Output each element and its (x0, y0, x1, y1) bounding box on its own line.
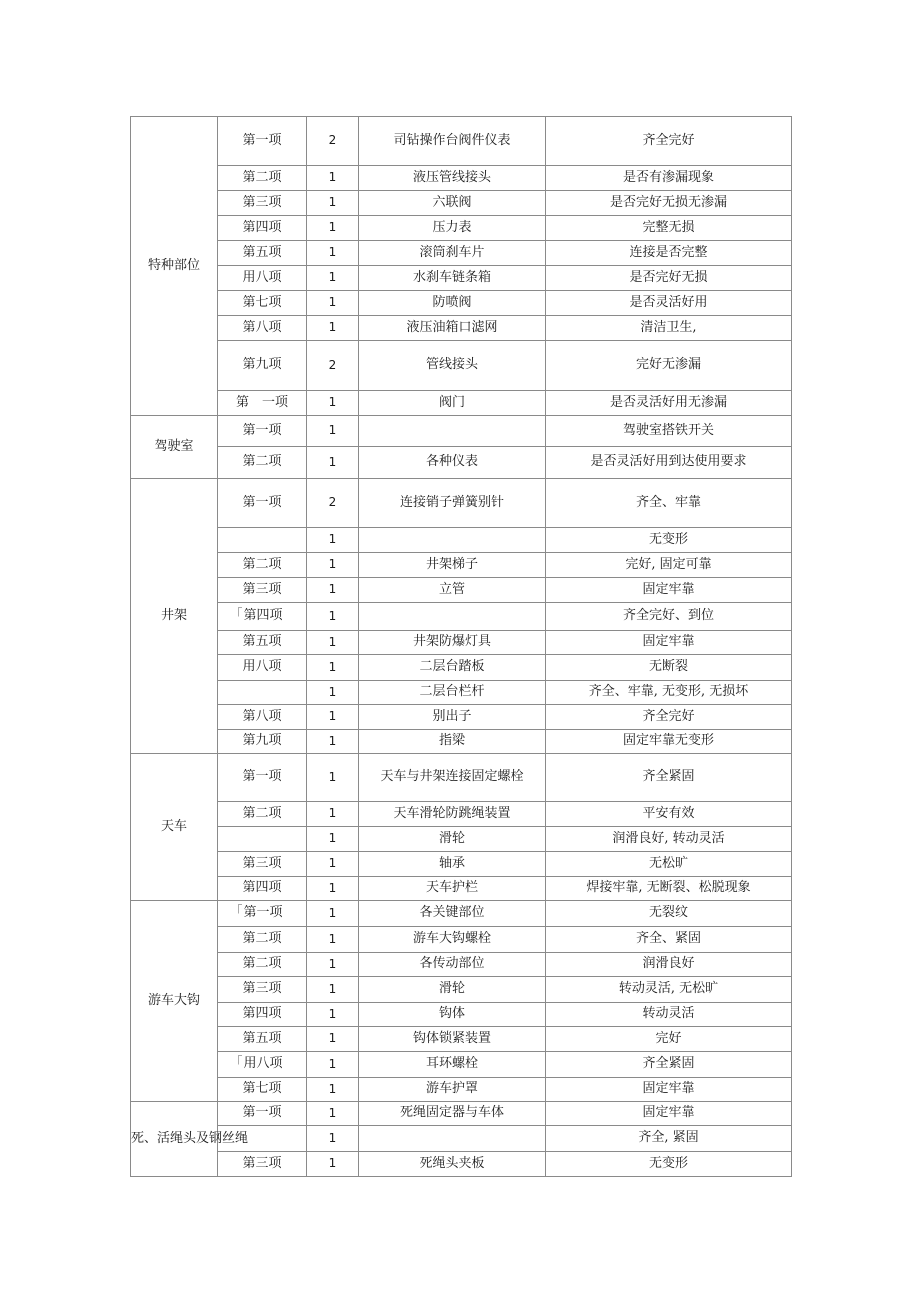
part-cell: 滑轮 (359, 977, 546, 1003)
quantity-cell: 1 (307, 754, 359, 802)
table-row (131, 553, 792, 578)
quantity-cell: 1 (307, 1102, 359, 1126)
part-cell: 滚筒刹车片 (359, 241, 546, 266)
part-cell: 天车护栏 (359, 877, 546, 901)
requirement-cell: 完好, 固定可靠 (546, 553, 792, 578)
quantity-cell: 1 (307, 877, 359, 901)
part-cell: 天车与井架连接固定螺栓 (359, 754, 546, 802)
table-row (131, 977, 792, 1003)
item-cell: 第一项 (218, 117, 307, 166)
table-row (131, 655, 792, 681)
item-cell: 第一项 (218, 1102, 307, 1126)
item-cell: 第九项 (218, 730, 307, 754)
part-cell (359, 1126, 546, 1152)
table-row (131, 528, 792, 553)
part-cell: 游车护罩 (359, 1078, 546, 1102)
table-row (131, 1003, 792, 1027)
requirement-cell: 转动灵活 (546, 1003, 792, 1027)
quantity-cell: 1 (307, 603, 359, 631)
table-row (131, 877, 792, 901)
category-cell: 特种部位 (131, 117, 218, 416)
requirement-cell: 是否完好无损无渗漏 (546, 191, 792, 216)
bracket-mark: 「 (229, 1056, 243, 1072)
quantity-cell: 1 (307, 705, 359, 730)
part-cell: 压力表 (359, 216, 546, 241)
requirement-cell: 平安有效 (546, 802, 792, 827)
item-cell: 「第四项 (218, 603, 307, 631)
category-cell: 驾驶室 (131, 416, 218, 479)
requirement-cell: 齐全完好 (546, 705, 792, 730)
quantity-cell: 1 (307, 901, 359, 927)
table-row (131, 191, 792, 216)
part-cell: 钩体锁紧装置 (359, 1027, 546, 1052)
item-cell: 第三项 (218, 977, 307, 1003)
part-cell: 液压油箱口滤网 (359, 316, 546, 341)
quantity-cell: 1 (307, 730, 359, 754)
part-cell (359, 603, 546, 631)
requirement-cell: 是否灵活好用无渗漏 (546, 391, 792, 416)
item-cell: 第一项 (218, 416, 307, 447)
item-cell: 「用八项 (218, 1052, 307, 1078)
requirement-cell: 清洁卫生, (546, 316, 792, 341)
item-cell: 第四项 (218, 216, 307, 241)
requirement-cell: 固定牢靠 (546, 1078, 792, 1102)
requirement-cell: 润滑良好 (546, 953, 792, 977)
item-cell: 第五项 (218, 631, 307, 655)
table-row (131, 241, 792, 266)
requirement-cell: 是否灵活好用 (546, 291, 792, 316)
quantity-cell: 1 (307, 1052, 359, 1078)
requirement-cell: 无裂纹 (546, 901, 792, 927)
requirement-cell: 固定牢靠 (546, 1102, 792, 1126)
part-cell: 别出子 (359, 705, 546, 730)
part-cell: 指梁 (359, 730, 546, 754)
item-cell: 第四项 (218, 1003, 307, 1027)
quantity-cell: 2 (307, 341, 359, 391)
part-cell: 水刹车链条箱 (359, 266, 546, 291)
requirement-cell: 齐全、牢靠 (546, 479, 792, 528)
item-cell: 第三项 (218, 578, 307, 603)
requirement-cell: 固定牢靠 (546, 578, 792, 603)
item-cell: 第五项 (218, 241, 307, 266)
quantity-cell: 1 (307, 416, 359, 447)
requirement-cell: 是否完好无损 (546, 266, 792, 291)
part-cell: 六联阀 (359, 191, 546, 216)
table-row (131, 479, 792, 528)
requirement-cell: 驾驶室搭铁开关 (546, 416, 792, 447)
quantity-cell: 1 (307, 852, 359, 877)
requirement-cell: 齐全完好 (546, 117, 792, 166)
item-cell: 第二项 (218, 953, 307, 977)
item-cell (218, 681, 307, 705)
requirement-cell: 无断裂 (546, 655, 792, 681)
part-cell: 滑轮 (359, 827, 546, 852)
bracket-mark: 「 (229, 608, 243, 624)
item-cell: 第四项 (218, 877, 307, 901)
quantity-cell: 1 (307, 1152, 359, 1177)
requirement-cell: 无变形 (546, 1152, 792, 1177)
item-cell (218, 528, 307, 553)
requirement-cell: 连接是否完整 (546, 241, 792, 266)
item-cell: 第八项 (218, 705, 307, 730)
part-cell: 二层台栏杆 (359, 681, 546, 705)
part-cell (359, 528, 546, 553)
quantity-cell: 2 (307, 117, 359, 166)
table-row (131, 927, 792, 953)
part-cell: 各种仪表 (359, 447, 546, 479)
requirement-cell: 完好无渗漏 (546, 341, 792, 391)
part-cell: 死绳头夹板 (359, 1152, 546, 1177)
quantity-cell: 1 (307, 953, 359, 977)
quantity-cell: 1 (307, 316, 359, 341)
item-cell: 第三项 (218, 852, 307, 877)
item-cell: 「第一项 (218, 901, 307, 927)
category-cell: 井架 (131, 479, 218, 754)
table-row (131, 631, 792, 655)
quantity-cell: 1 (307, 1003, 359, 1027)
item-cell: 第五项 (218, 1027, 307, 1052)
table-row (131, 447, 792, 479)
quantity-cell: 1 (307, 447, 359, 479)
requirement-cell: 焊接牢靠, 无断裂、松脱现象 (546, 877, 792, 901)
quantity-cell: 1 (307, 553, 359, 578)
quantity-cell: 1 (307, 977, 359, 1003)
part-cell: 钩体 (359, 1003, 546, 1027)
quantity-cell: 1 (307, 655, 359, 681)
table-row (131, 166, 792, 191)
quantity-cell: 1 (307, 681, 359, 705)
requirement-cell: 齐全、紧固 (546, 927, 792, 953)
item-cell: 第二项 (218, 802, 307, 827)
table-row (131, 953, 792, 977)
item-cell: 第三项 (218, 1152, 307, 1177)
requirement-cell: 转动灵活, 无松旷 (546, 977, 792, 1003)
table-row (131, 1102, 792, 1126)
quantity-cell: 1 (307, 241, 359, 266)
table-row (131, 578, 792, 603)
part-cell: 防喷阀 (359, 291, 546, 316)
table-row (131, 216, 792, 241)
part-cell: 各关键部位 (359, 901, 546, 927)
part-cell: 连接销子弹簧别针 (359, 479, 546, 528)
item-cell: 第二项 (218, 166, 307, 191)
table-row (131, 681, 792, 705)
table-row (131, 1078, 792, 1102)
item-cell: 第三项 (218, 191, 307, 216)
bracket-mark: 「 (229, 905, 243, 921)
table-row (131, 117, 792, 166)
table-row (131, 416, 792, 447)
table-row (131, 705, 792, 730)
quantity-cell: 1 (307, 578, 359, 603)
item-cell: 第 一项 (218, 391, 307, 416)
part-cell: 游车大钩螺栓 (359, 927, 546, 953)
part-cell: 液压管线接头 (359, 166, 546, 191)
item-cell: 第二项 (218, 447, 307, 479)
quantity-cell: 1 (307, 1027, 359, 1052)
table-row (131, 1152, 792, 1177)
item-cell: 第七项 (218, 1078, 307, 1102)
table-row (131, 730, 792, 754)
item-cell: 用八项 (218, 266, 307, 291)
item-cell: 第七项 (218, 291, 307, 316)
requirement-cell: 无变形 (546, 528, 792, 553)
table-row (131, 1027, 792, 1052)
table-row (131, 316, 792, 341)
table-row (131, 341, 792, 391)
requirement-cell: 完好 (546, 1027, 792, 1052)
table-row (131, 802, 792, 827)
category-cell: 死、活绳头及钢丝绳 (131, 1102, 218, 1177)
quantity-cell: 1 (307, 216, 359, 241)
item-cell: 用八项 (218, 655, 307, 681)
requirement-cell: 固定牢靠 (546, 631, 792, 655)
part-cell: 各传动部位 (359, 953, 546, 977)
table-row (131, 266, 792, 291)
item-cell: 第二项 (218, 553, 307, 578)
table-row (131, 603, 792, 631)
table-row (131, 754, 792, 802)
requirement-cell: 无松旷 (546, 852, 792, 877)
quantity-cell: 1 (307, 528, 359, 553)
quantity-cell: 1 (307, 291, 359, 316)
requirement-cell: 润滑良好, 转动灵活 (546, 827, 792, 852)
item-cell: 第一项 (218, 754, 307, 802)
requirement-cell: 齐全、牢靠, 无变形, 无损坏 (546, 681, 792, 705)
category-cell: 天车 (131, 754, 218, 901)
table-row (131, 827, 792, 852)
part-cell: 轴承 (359, 852, 546, 877)
part-cell: 立管 (359, 578, 546, 603)
requirement-cell: 是否灵活好用到达使用要求 (546, 447, 792, 479)
quantity-cell: 1 (307, 1126, 359, 1152)
requirement-cell: 固定牢靠无变形 (546, 730, 792, 754)
item-cell: 第八项 (218, 316, 307, 341)
requirement-cell: 是否有渗漏现象 (546, 166, 792, 191)
quantity-cell: 1 (307, 166, 359, 191)
part-cell: 井架梯子 (359, 553, 546, 578)
part-cell: 管线接头 (359, 341, 546, 391)
table-row (131, 901, 792, 927)
part-cell: 耳环螺栓 (359, 1052, 546, 1078)
requirement-cell: 完整无损 (546, 216, 792, 241)
quantity-cell: 1 (307, 827, 359, 852)
part-cell: 二层台踏板 (359, 655, 546, 681)
quantity-cell: 1 (307, 266, 359, 291)
part-cell: 司钻操作台阀件仪表 (359, 117, 546, 166)
quantity-cell: 1 (307, 1078, 359, 1102)
table-row (131, 391, 792, 416)
quantity-cell: 1 (307, 927, 359, 953)
part-cell: 天车滑轮防跳绳装置 (359, 802, 546, 827)
requirement-cell: 齐全紧固 (546, 1052, 792, 1078)
part-cell (359, 416, 546, 447)
table-row (131, 291, 792, 316)
table-row (131, 1052, 792, 1078)
requirement-cell: 齐全, 紧固 (546, 1126, 792, 1152)
part-cell: 阀门 (359, 391, 546, 416)
quantity-cell: 2 (307, 479, 359, 528)
part-cell: 井架防爆灯具 (359, 631, 546, 655)
inspection-table-body (131, 117, 792, 1177)
quantity-cell: 1 (307, 191, 359, 216)
requirement-cell: 齐全紧固 (546, 754, 792, 802)
quantity-cell: 1 (307, 631, 359, 655)
item-cell: 第九项 (218, 341, 307, 391)
table-row (131, 852, 792, 877)
item-cell (218, 827, 307, 852)
quantity-cell: 1 (307, 391, 359, 416)
requirement-cell: 齐全完好、到位 (546, 603, 792, 631)
inspection-table (130, 116, 792, 1177)
quantity-cell: 1 (307, 802, 359, 827)
item-cell: 第一项 (218, 479, 307, 528)
category-cell: 游车大钩 (131, 901, 218, 1102)
item-cell: 第二项 (218, 927, 307, 953)
part-cell: 死绳固定器与车体 (359, 1102, 546, 1126)
